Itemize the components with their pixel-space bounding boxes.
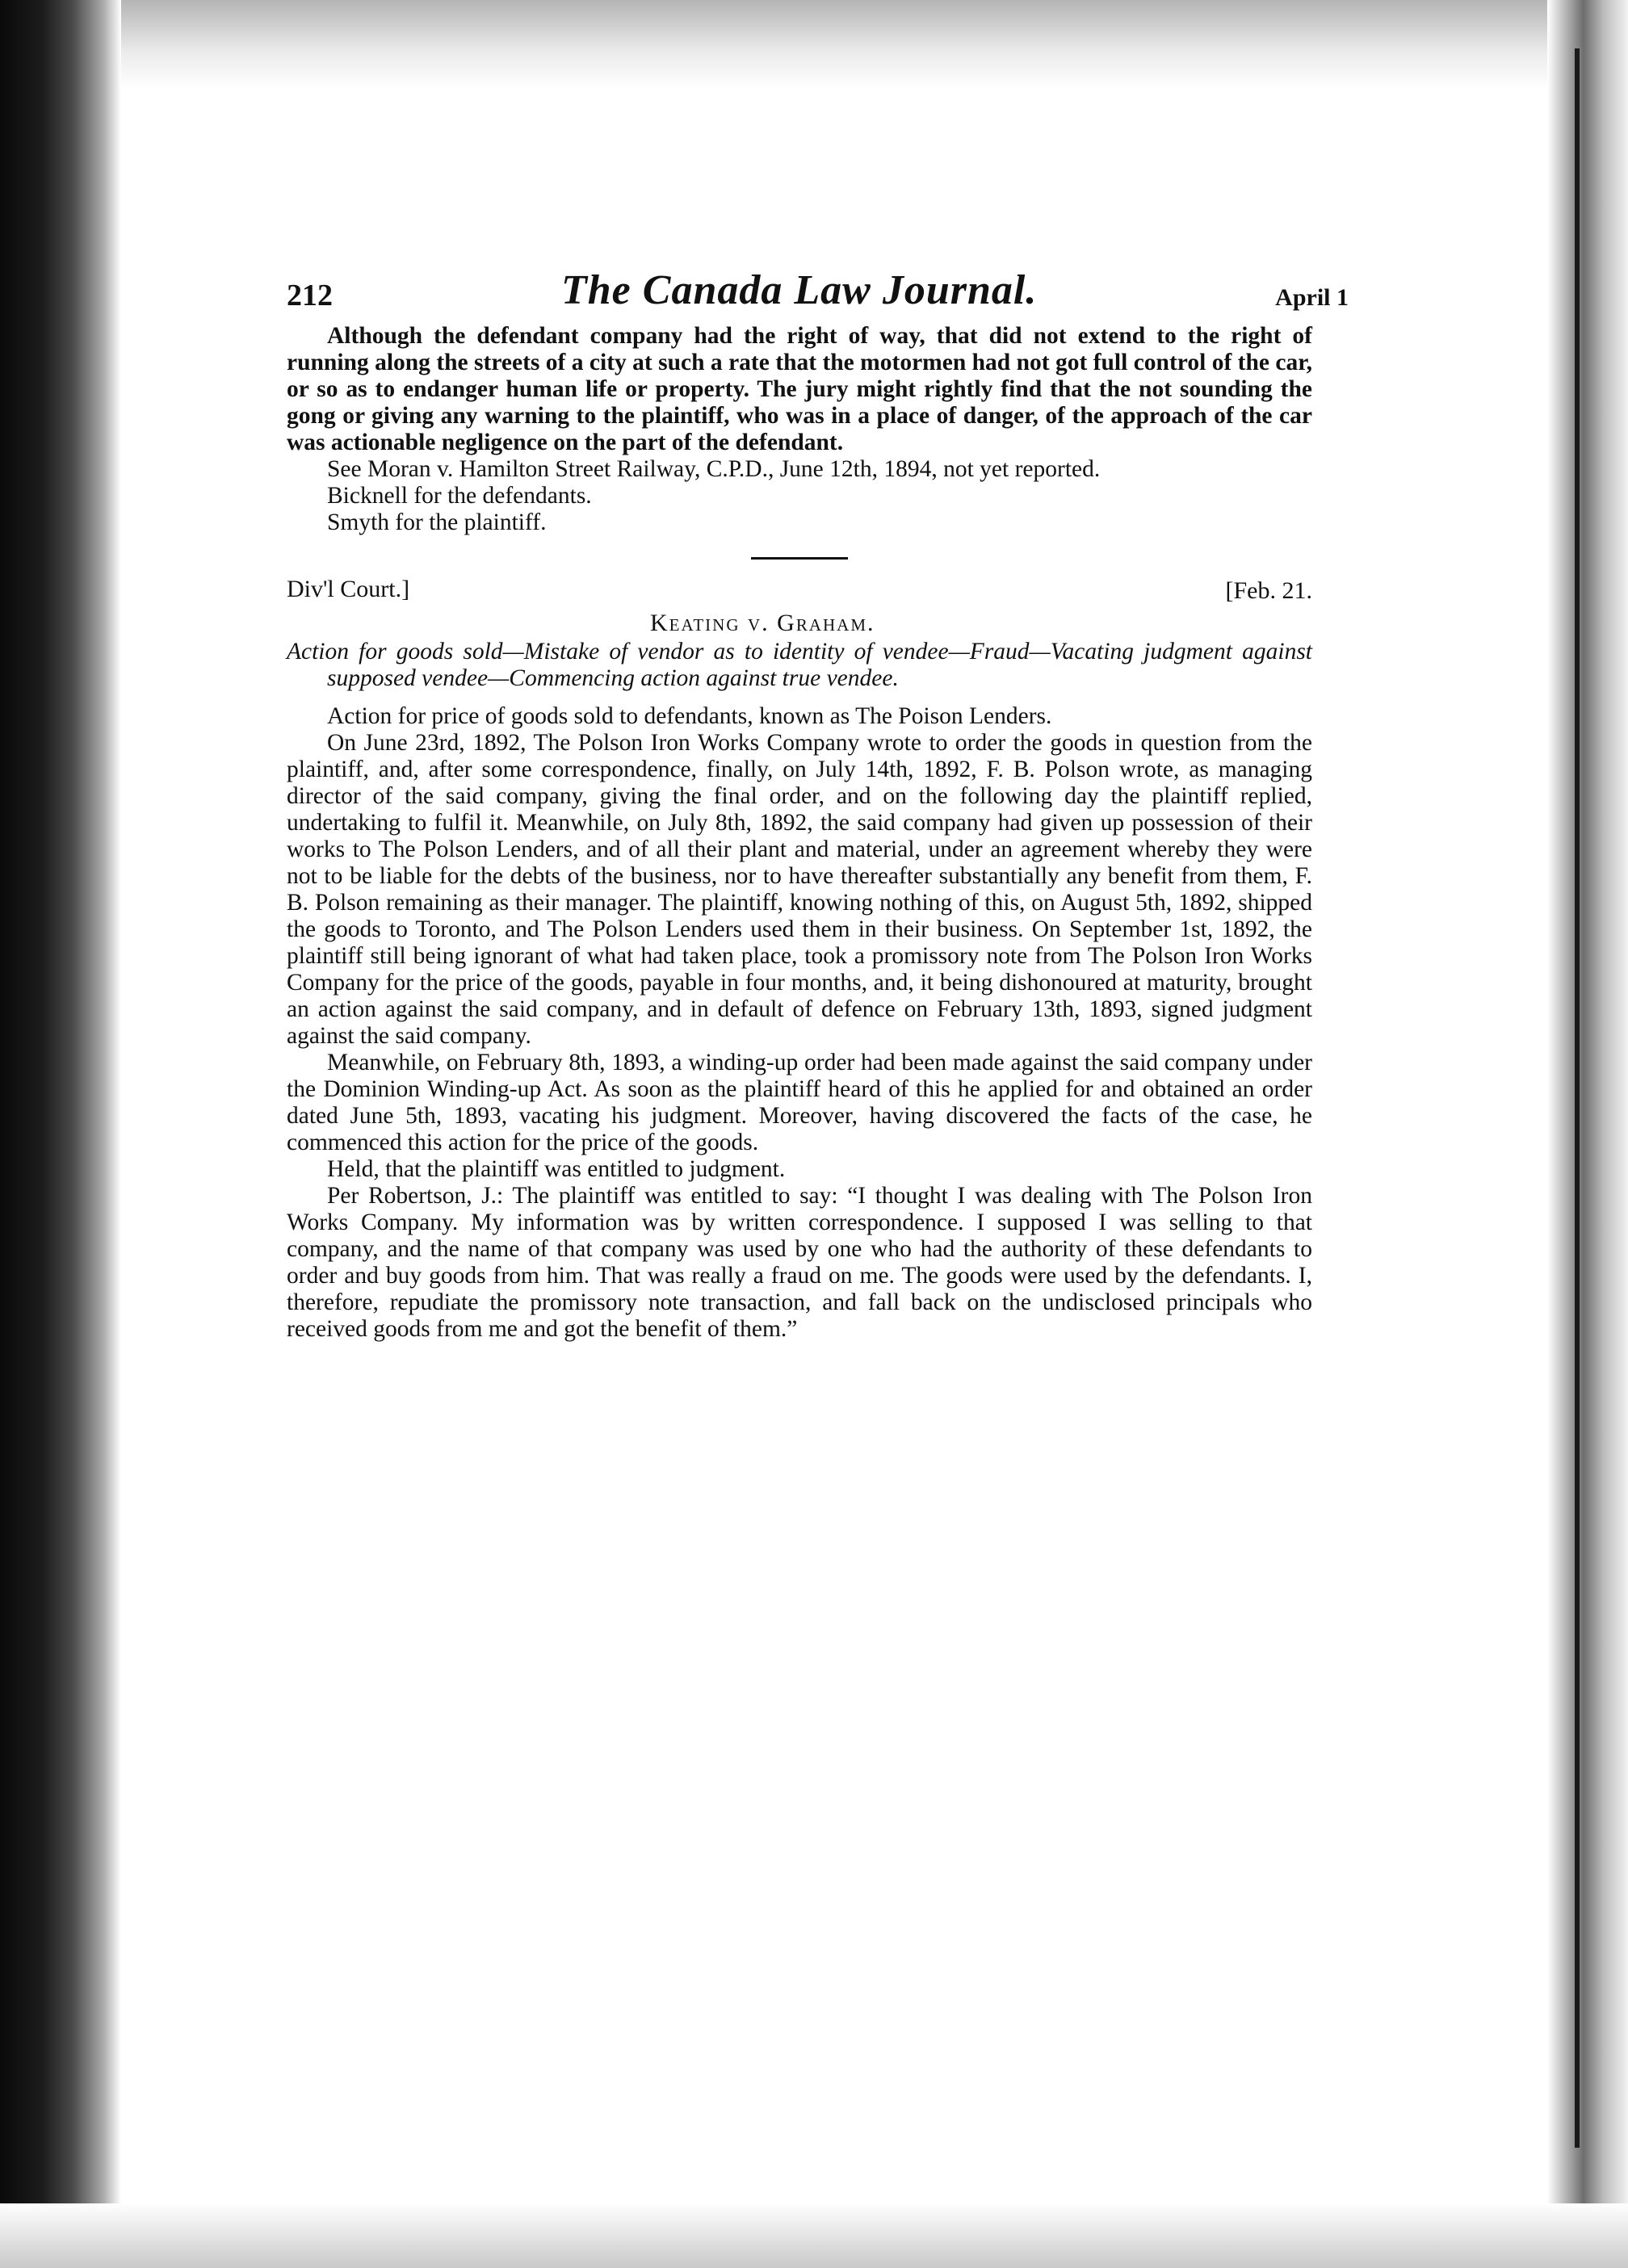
scan-page-edge-line [1575,48,1580,2148]
page-number: 212 [287,279,333,312]
scan-right-edge [1547,0,1628,2268]
case-paragraph-1: Action for price of goods sold to defendants, known as The Poison Lenders. [327,703,1052,729]
journal-title: The Canada Law Journal. [561,267,1038,313]
case-name: Keating v. Graham. [650,610,875,636]
journal-page [287,266,1349,1343]
counsel-defendants: Bicknell for the defendants. [327,483,592,509]
scan-top-shadow [0,0,1628,89]
case-paragraph-3: Meanwhile, on February 8th, 1893, a winding-up order had been made against the said company under the Dominion Winding-up Act. As soon as the plaintiff heard of this he applied for and obtained an order dated June 5th, 1893, vacating his judgment. Moreover, having discovered the facts of the case, he commenced this action for the price of the goods. [287,1050,1312,1155]
see-reference: See Moran v. Hamilton Street Railway, C.P.D., June 12th, 1894, not yet reported. [327,456,1101,482]
first-case-paragraph: Although the defendant company had the right of way, that did not extend to the right of running along the streets of a city at such a rate that the motormen had not got full control of the car, or so as to endanger human life or property. The jury might rightly find that the not sounding the gong or giving any warning to the plaintiff, who was in a place of danger, of the approach of the car was actionable negligence on the part of the defendant. [287,323,1312,455]
scan-left-edge [0,0,121,2268]
court-name: Div'l Court.] [287,576,410,602]
case-date: [Feb. 21. [1225,577,1312,604]
scan-bottom-shadow [0,2203,1628,2268]
case-headnote: Action for goods sold—Mistake of vendor as to identity of vendee—Fraud—Vacating judgment against supposed vendee—Commencing action against true vendee. [287,639,1312,691]
section-divider [751,557,848,560]
held-paragraph: Held, that the plaintiff was entitled to judgment. [327,1156,786,1182]
case-paragraph-2: On June 23rd, 1892, The Polson Iron Works Company wrote to order the goods in question from the plaintiff, and, after some correspondence, finally, on July 14th, 1892, F. B. Polson wrote, as managing director of the said company, giving the final order, and on the following day the plaintiff replied, undertaking to fulfil it. Meanwhile, on July 8th, 1892, the said company had given up possession of their works to The Polson Lenders, and of all their plant and material, under an agreement whereby they were not to be liable for the debts of the business, nor to have thereafter substantially any benefit from them, F. B. Polson remaining as their manager. The plaintiff, knowing nothing of this, on August 5th, 1892, shipped the goods to Toronto, and The Polson Lenders used them in their business. On September 1st, 1892, the plaintiff still being ignorant of what had taken place, took a promissory note from The Polson Iron Works Company for the price of the goods, payable in four months, and, it being dishonoured at maturity, brought an action against the said company, and in default of defence on February 13th, 1893, signed judgment against the said company. [287,730,1312,1049]
running-head [287,266,1349,323]
per-robertson-paragraph: Per Robertson, J.: The plaintiff was entitled to say: “I thought I was dealing with The Polson Iron Works Company. My information was by written correspondence. I supposed I was selling to that company, and the name of that company was used by one who had the authority of these defendants to order and buy goods from him. That was really a fraud on me. The goods were used by the defendants. I, therefore, repudiate the promissory note transaction, and fall back on the undisclosed principals who received goods from me and got the benefit of them.” [287,1183,1312,1342]
counsel-plaintiff: Smyth for the plaintiff. [327,509,547,535]
issue-date: April 1 [1275,284,1349,311]
case-heading [287,576,1312,634]
